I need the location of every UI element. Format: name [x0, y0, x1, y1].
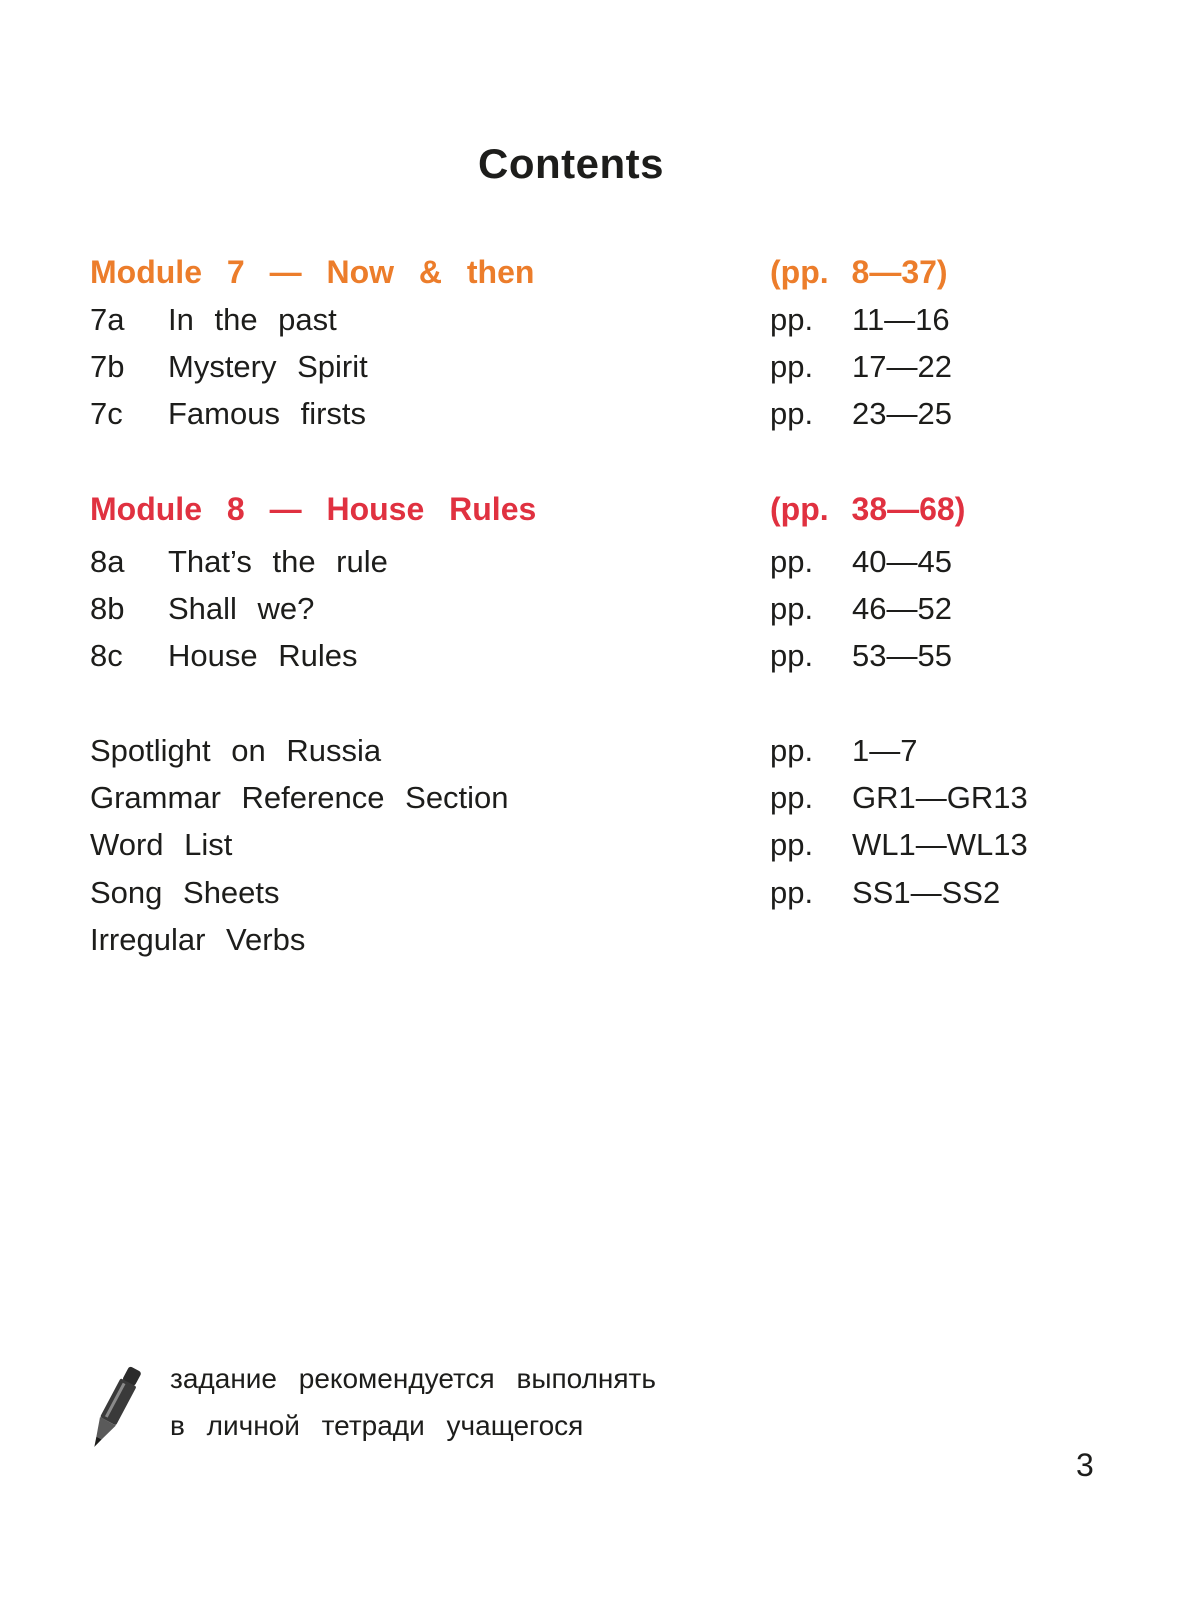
pp-label: pp. — [770, 827, 814, 862]
toc-row-spotlight — [90, 727, 1090, 775]
page-range: 23—25 — [852, 396, 952, 431]
module-8-heading-row — [90, 485, 1090, 533]
unit-code: 8c — [90, 638, 123, 673]
section-name: Grammar Reference Section — [90, 780, 509, 815]
module-7-heading-row — [90, 248, 1090, 296]
unit-name: In the past — [168, 302, 337, 337]
unit-code: 7b — [90, 349, 125, 384]
module-7-range: (pp. 8—37) — [770, 254, 948, 290]
pen-icon — [84, 1362, 146, 1454]
page-range: 46—52 — [852, 591, 952, 626]
unit-name: That’s the rule — [168, 544, 388, 579]
toc-row-8b — [90, 585, 1090, 633]
page-title: Contents — [478, 140, 664, 187]
pp-label: pp. — [770, 591, 814, 626]
page-range: 1—7 — [852, 733, 918, 768]
page-range: 53—55 — [852, 638, 952, 673]
unit-code: 7a — [90, 302, 125, 337]
pp-label: pp. — [770, 302, 814, 337]
unit-name: Shall we? — [168, 591, 315, 626]
unit-code: 8a — [90, 544, 125, 579]
unit-name: House Rules — [168, 638, 358, 673]
module-7-heading: Module 7 — Now & then — [90, 254, 535, 290]
toc-row-7b — [90, 343, 1090, 391]
unit-name: Famous firsts — [168, 396, 367, 431]
pp-label: pp. — [770, 780, 814, 815]
toc-row-word-list — [90, 821, 1090, 869]
toc-row-irregular-verbs — [90, 916, 1090, 964]
note-line-1: задание рекомендуется выполнять — [170, 1363, 656, 1394]
toc-row-7a — [90, 296, 1090, 344]
page-range: 11—16 — [852, 302, 950, 337]
toc-row-grammar — [90, 774, 1090, 822]
page-range: 40—45 — [852, 544, 952, 579]
pp-label: pp. — [770, 638, 814, 673]
pp-label: pp. — [770, 733, 814, 768]
page-range: 17—22 — [852, 349, 952, 384]
section-name: Word List — [90, 827, 233, 862]
pp-label: pp. — [770, 396, 814, 431]
section-name: Spotlight on Russia — [90, 733, 382, 768]
unit-code: 8b — [90, 591, 125, 626]
toc-row-8c — [90, 632, 1090, 680]
page-number: 3 — [1076, 1447, 1094, 1483]
toc-row-7c — [90, 390, 1090, 438]
note-line-2: в личной тетради учащегося — [170, 1410, 584, 1441]
module-8-heading: Module 8 — House Rules — [90, 491, 537, 527]
toc-row-8a — [90, 538, 1090, 586]
toc-row-song-sheets — [90, 869, 1090, 917]
page-range: GR1—GR13 — [852, 780, 1028, 815]
pp-label: pp. — [770, 875, 814, 910]
unit-name: Mystery Spirit — [168, 349, 368, 384]
unit-code: 7c — [90, 396, 123, 431]
section-name: Song Sheets — [90, 875, 280, 910]
page-range: WL1—WL13 — [852, 827, 1028, 862]
module-8-range: (pp. 38—68) — [770, 491, 966, 527]
page-range: SS1—SS2 — [852, 875, 1001, 910]
pp-label: pp. — [770, 349, 814, 384]
pp-label: pp. — [770, 544, 814, 579]
section-name: Irregular Verbs — [90, 922, 306, 957]
